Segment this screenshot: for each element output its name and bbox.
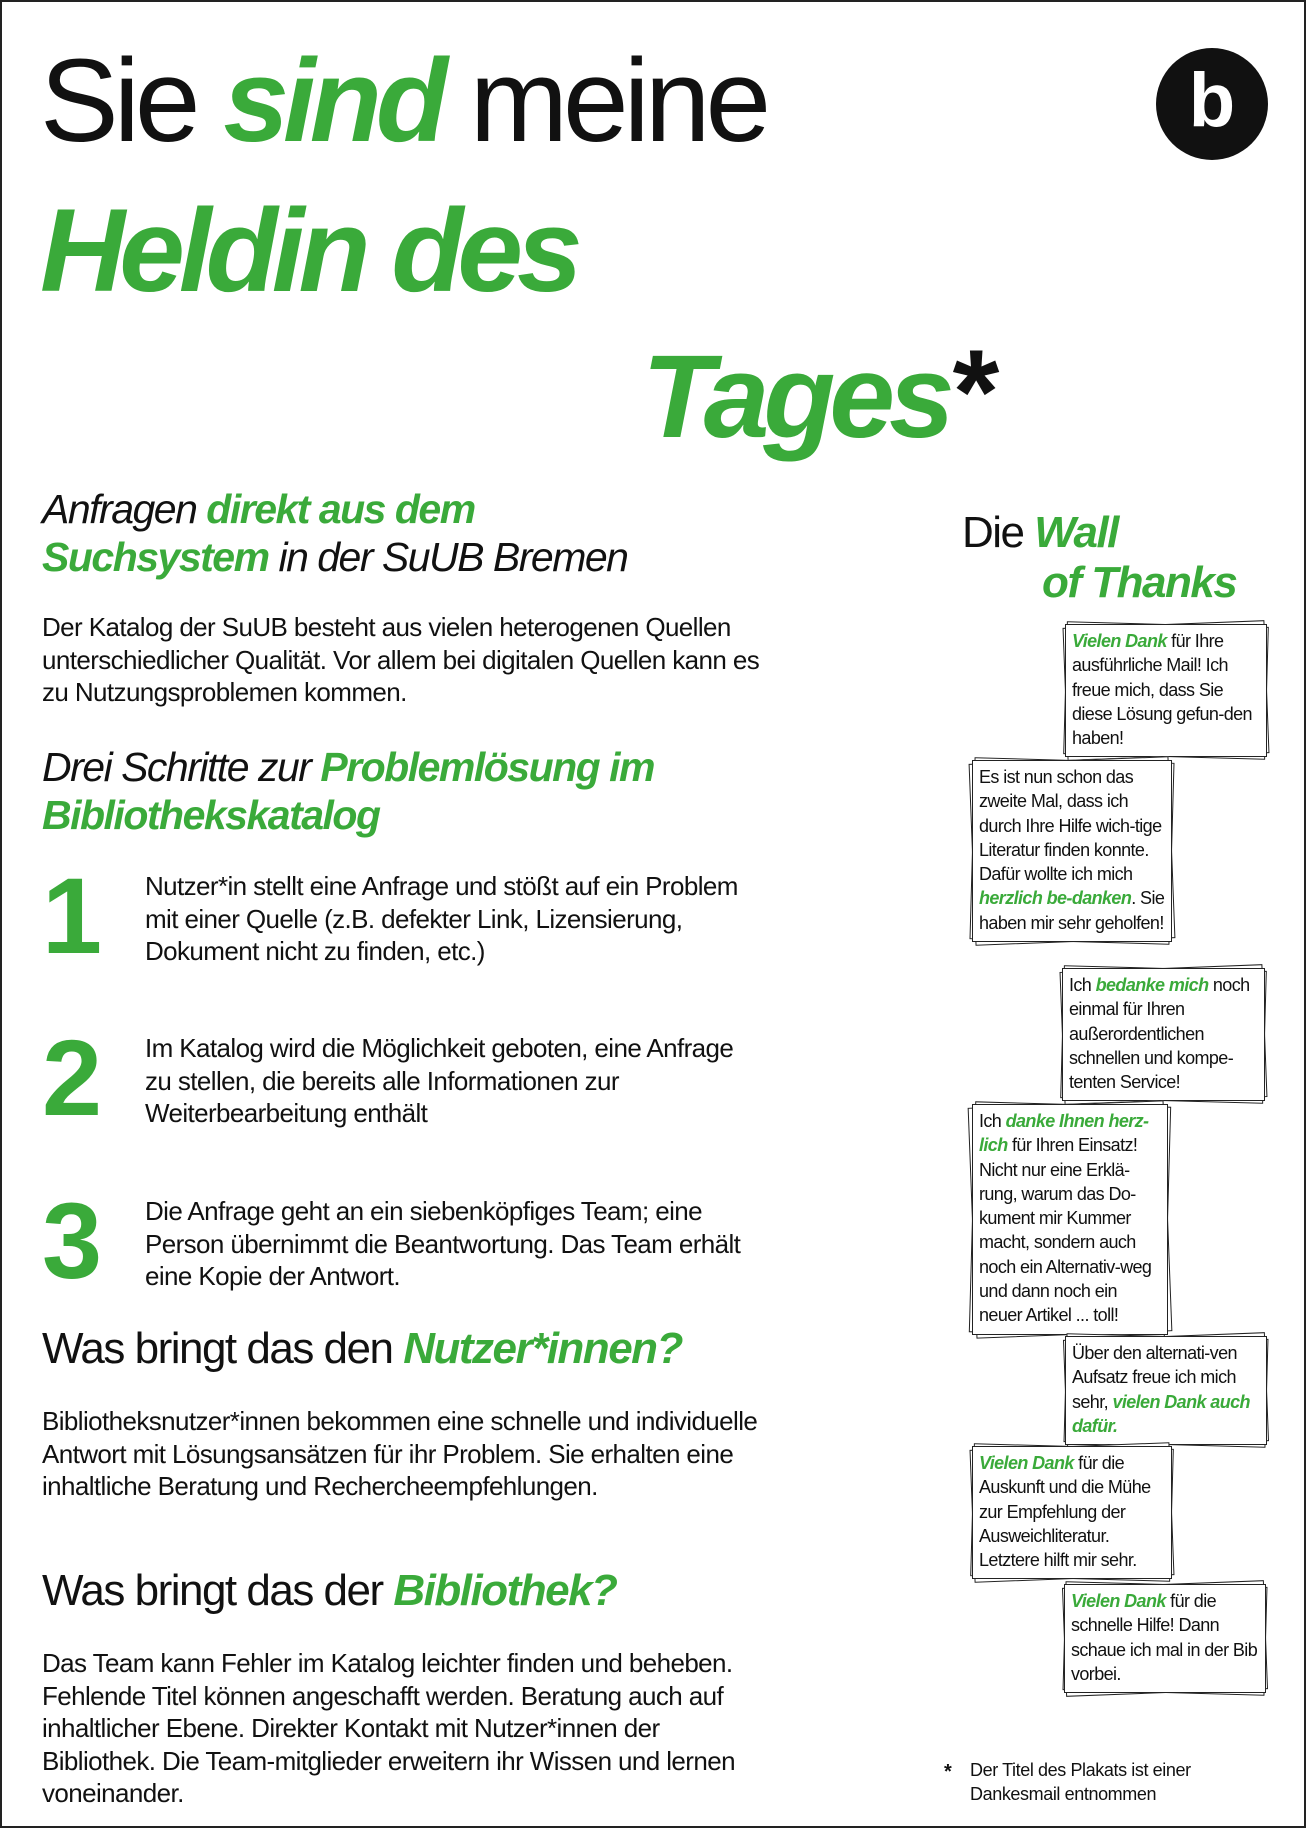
thanks-card-6: Vielen Dank für die Auskunft und die Mühe zur Empfehlung der Ausweichliteratur. Letztere hilft mir sehr. xyxy=(972,1446,1172,1579)
thanks-card-1: Vielen Dank für Ihre ausführliche Mail! Ich freue mich, dass Sie diese Lösung gefun-den haben! xyxy=(1065,624,1267,757)
step-3-text: Die Anfrage geht an ein siebenköpfiges Team; eine Person übernimmt die Beantwortung. Das Team erhält eine Kopie der Antwort. xyxy=(145,1196,741,1291)
section3-heading: Was bringt das den Nutzer*innen? xyxy=(42,1324,682,1373)
footnote-text: Der Titel des Plakats ist einer Dankesmail entnommen xyxy=(970,1760,1191,1804)
thanks-card-5: Über den alternati-ven Aufsatz freue ich mich sehr, vielen Dank auch dafür. xyxy=(1065,1336,1267,1445)
headline-line-2: Heldin des xyxy=(40,185,577,317)
headline-line-1: Sie sind meine xyxy=(40,35,767,167)
footnote-asterisk: * xyxy=(944,1761,952,1783)
step-3-number: 3 xyxy=(42,1180,103,1301)
section2-heading-line1: Drei Schritte zur Problemlösung im xyxy=(42,744,654,790)
step-2-text: Im Katalog wird die Möglichkeit geboten, eine Anfrage zu stellen, die bereits alle Informationen zur Weiterbearbeitung enthält xyxy=(145,1033,734,1128)
thanks-card-7: Vielen Dank für die schnelle Hilfe! Dann schaue ich mal in der Bib vorbei. xyxy=(1064,1584,1266,1693)
section4-body: Das Team kann Fehler im Katalog leichter finden und beheben. Fehlende Titel können angeschafft werden. Beratung auch auf inhaltlicher Ebene. Direkter Kontakt mit Nutzer*innen der Bibliothek. Die Team-mitglieder erweitern ihr Wissen und lernen voneinander. xyxy=(42,1648,735,1808)
thanks-card-4: Ich danke Ihnen herz-lich für Ihren Einsatz! Nicht nur eine Erklä-rung, warum das Do-kument mir Kummer macht, sondern auch noch ein Alternativ-weg und dann noch ein neuer Artikel ... toll! xyxy=(972,1104,1168,1335)
wall-of-thanks-heading: Die Wall of Thanks xyxy=(962,508,1237,607)
section3-body: Bibliotheksnutzer*innen bekommen eine schnelle und individuelle Antwort mit Lösungsansätzen für ihr Problem. Sie erhalten eine inhaltliche Beratung und Rechercheempfehlungen. xyxy=(42,1406,758,1501)
section2-heading-line2: Bibliothekskatalog xyxy=(42,792,380,838)
footnote xyxy=(946,1758,1226,1806)
section1-heading-line2: Suchsystem in der SuUB Bremen xyxy=(42,534,628,580)
headline-line-3: Tages* xyxy=(642,325,995,463)
step-2-number: 2 xyxy=(42,1017,103,1138)
section4-heading: Was bringt das der Bibliothek? xyxy=(42,1566,617,1615)
section1-heading-line1: Anfragen direkt aus dem xyxy=(42,486,475,532)
step-1-text: Nutzer*in stellt eine Anfrage und stößt auf ein Problem mit einer Quelle (z.B. defekter Link, Lizensierung, Dokument nicht zu finden, etc.) xyxy=(145,871,738,966)
headline-asterisk: * xyxy=(952,325,995,459)
thanks-card-3: Ich bedanke mich noch einmal für Ihren außerordentlichen schnellen und kompe-tenten Service! xyxy=(1062,968,1265,1101)
logo: b xyxy=(1156,48,1268,160)
section1-body: Der Katalog der SuUB besteht aus vielen heterogenen Quellen unterschiedlicher Qualität. Vor allem bei digitalen Quellen kann es zu Nutzungsproblemen kommen. xyxy=(42,612,760,707)
step-1-number: 1 xyxy=(42,855,103,976)
thanks-card-2: Es ist nun schon das zweite Mal, dass ich durch Ihre Hilfe wich-tige Literatur finden konnte. Dafür wollte ich mich herzlich be-danken. Sie haben mir sehr geholfen! xyxy=(972,760,1172,942)
